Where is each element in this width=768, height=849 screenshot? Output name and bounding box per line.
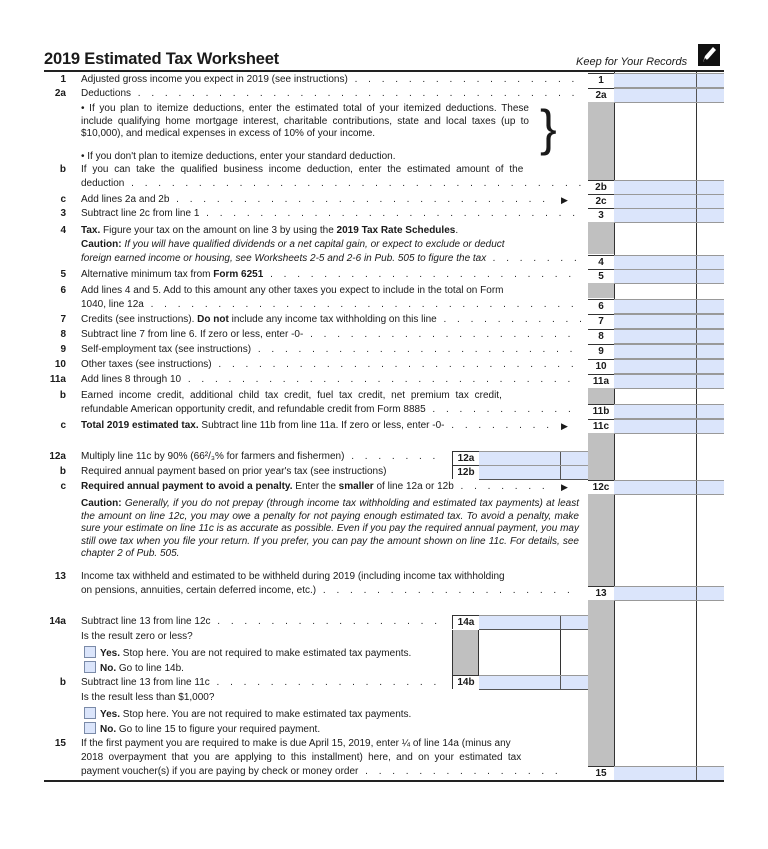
line-code: 1 [588, 73, 614, 87]
no-text: Go to line 15 to figure your required payment. [116, 724, 321, 735]
line-6-label: Add lines 4 and 5. Add to this amount any other taxes you expect to include in the total on Form [81, 285, 504, 296]
total-estimated-tax: Total 2019 estimated tax. [81, 420, 199, 431]
line-12b-label: Required annual payment based on prior year's tax (see instructions) [81, 466, 387, 477]
line-number: c [60, 194, 66, 205]
line-4-text: Figure your tax on the amount on line 3 by using the [100, 225, 337, 236]
line-14a-label: Subtract line 13 from line 12c . . . [81, 616, 447, 629]
line-2b-label-cont: deduction . . . [81, 178, 581, 191]
line-number: 8 [60, 329, 66, 340]
yes-label: Yes. [100, 709, 121, 720]
arrow-icon: ▶ [561, 482, 568, 492]
line-12c-amount-field[interactable] [614, 480, 724, 495]
line-11c-amount-field[interactable] [614, 419, 724, 434]
line-4-amount-field[interactable] [614, 255, 724, 270]
line-10-label: Other taxes (see instructions) . . . [81, 359, 581, 372]
line-number: b [59, 164, 66, 175]
line-11c-text: Subtract line 11b from line 11a. If zero or less, enter -0- [198, 420, 445, 431]
line-code: 13 [588, 586, 614, 600]
top-rule [44, 70, 724, 72]
line-4-bold: Tax. [81, 225, 101, 236]
line-number: b [59, 466, 66, 477]
shaded-cell [588, 222, 614, 254]
line-13-label-cont: on pensions, annuities, certain deferred income, etc.) . . . [81, 585, 581, 598]
line-code: 2a [588, 88, 614, 102]
line-6-label-cont: 1040, line 12a . . . [81, 299, 581, 312]
line-13-amount-field[interactable] [614, 586, 724, 601]
line-12b-amount-field[interactable] [479, 465, 588, 480]
line-4-caution [81, 239, 581, 252]
line-7-amount-field[interactable] [614, 314, 724, 329]
line-7-label [81, 314, 581, 327]
line-14b-no-option[interactable] [84, 722, 584, 737]
form-6251: Form 6251 [213, 269, 264, 280]
line-code: 12a [452, 451, 479, 465]
arrow-icon: ▶ [561, 421, 568, 431]
line-2a-standard-note: • If you don't plan to itemize deductions, enter your standard deduction. [81, 151, 396, 162]
line-code: 12c [588, 480, 614, 494]
line-2a-label: Deductions . . . [81, 88, 581, 101]
line-2c-amount-field[interactable] [614, 194, 724, 209]
no-checkbox[interactable] [84, 661, 96, 673]
line-11a-amount-field[interactable] [614, 374, 724, 389]
no-label: No. [100, 724, 117, 735]
line-number: 5 [60, 269, 66, 280]
required-payment: Required annual payment to avoid a penalty. [81, 481, 293, 492]
period: . [455, 225, 459, 236]
line-4-caution-cont: foreign earned income or housing, see Worksheets 2-5 and 2-6 in Pub. 505 to figure the tax . . . [81, 253, 581, 266]
line-code: 9 [588, 344, 614, 358]
line-code: 12b [452, 465, 479, 479]
no-text: Go to line 14b. [116, 663, 184, 674]
line-number: 15 [54, 738, 66, 749]
line-3-label: Subtract line 2c from line 1 . . . [81, 208, 581, 221]
line-8-label: Subtract line 7 from line 6. If zero or less, enter -0- . . . [81, 329, 581, 342]
line-number: 2a [54, 88, 66, 99]
yes-checkbox[interactable] [84, 646, 96, 658]
no-checkbox[interactable] [84, 722, 96, 734]
line-number: 3 [60, 208, 66, 219]
line-code: 11b [588, 404, 614, 418]
line-1-amount-field[interactable] [614, 73, 724, 88]
yes-checkbox[interactable] [84, 707, 96, 719]
line-code: 2c [588, 194, 614, 208]
line-12a-amount-field[interactable] [479, 451, 588, 466]
yes-text: Stop here. You are not required to make estimated tax payments. [120, 648, 412, 659]
line-15-amount-field[interactable] [614, 766, 724, 781]
line-15-label-cont2: payment voucher(s) if you are paying by check or money order . . . [81, 766, 561, 779]
line-11a-label: Add lines 8 through 10 . . . [81, 374, 581, 387]
line-12a-label: Multiply line 11c by 90% (66²/₃% for farmers and fishermen) . . . [81, 451, 447, 464]
line-12c-text: Enter the [292, 481, 339, 492]
line-code: 4 [588, 255, 614, 269]
line-code: 2b [588, 180, 614, 194]
line-code: 3 [588, 208, 614, 222]
line-5-text: Alternative minimum tax from [81, 269, 214, 280]
line-code: 11c [588, 419, 614, 433]
caution-label: Caution: [81, 239, 122, 250]
line-14a-yes-option[interactable] [84, 646, 584, 661]
do-not: Do not [197, 314, 229, 325]
line-11b-amount-field[interactable] [614, 404, 724, 419]
caution-label: Caution: [81, 498, 122, 509]
line-14b-amount-field[interactable] [479, 675, 588, 690]
line-12c-text2: of line 12a or 12b [373, 481, 454, 492]
line-code: 14b [452, 675, 479, 689]
pencil-icon [698, 44, 720, 66]
line-11b-label-cont: refundable American opportunity credit, and refundable credit from Form 8885 . . . [81, 404, 581, 417]
line-10-amount-field[interactable] [614, 359, 724, 374]
line-14b-question: Is the result less than $1,000? [81, 692, 215, 703]
shaded-cell [588, 102, 614, 180]
line-code: 8 [588, 329, 614, 343]
line-number: 10 [54, 359, 66, 370]
line-14a-no-option[interactable] [84, 661, 584, 676]
line-number: c [60, 481, 66, 492]
line-number: b [59, 390, 66, 401]
line-14b-label: Subtract line 13 from line 11c . . . [81, 677, 447, 690]
line-1-label: Adjusted gross income you expect in 2019 (see instructions) . . . [81, 74, 581, 87]
caution-text: If you will have qualified dividends or a net capital gain, or expect to exclude or deduct [121, 239, 505, 250]
line-15-label: If the first payment you are required to make is due April 15, 2019, enter ¼ of line 14a (minus any [81, 738, 511, 749]
line-8-amount-field[interactable] [614, 329, 724, 344]
shaded-cell [588, 600, 614, 766]
line-number: 13 [54, 571, 66, 582]
line-code: 6 [588, 299, 614, 313]
smaller: smaller [338, 481, 374, 492]
line-9-label: Self-employment tax (see instructions) . . . [81, 344, 581, 357]
line-11b-label: Earned income credit, additional child tax credit, fuel tax credit, net premium tax credit, [81, 390, 502, 401]
line-code: 5 [588, 269, 614, 283]
shaded-cell [588, 494, 614, 586]
line-number: c [60, 420, 66, 431]
line-14a-amount-field[interactable] [479, 615, 588, 630]
line-15-label-cont: 2018 overpayment that you are applying to this installment) here, and on your estimated tax [81, 752, 522, 763]
line-number: 1 [60, 74, 66, 85]
line-2b-label: If you can take the qualified business income deduction, enter the estimated amount of the [81, 164, 524, 175]
yes-text: Stop here. You are not required to make estimated tax payments. [120, 709, 412, 720]
line-12c-label [81, 481, 551, 494]
line-code: 7 [588, 314, 614, 328]
shaded-cell [588, 433, 614, 480]
no-label: No. [100, 663, 117, 674]
line-9-amount-field[interactable] [614, 344, 724, 359]
line-number: b [59, 677, 66, 688]
line-number: 12a [49, 451, 66, 462]
arrow-icon: ▶ [561, 195, 568, 205]
line-number: 14a [49, 616, 66, 627]
line-7-text: Credits (see instructions). [81, 314, 198, 325]
line-number: 9 [60, 344, 66, 355]
page-title: 2019 Estimated Tax Worksheet [44, 50, 279, 68]
line-6-amount-field[interactable] [614, 299, 724, 314]
shaded-cell [588, 282, 614, 298]
line-number: 4 [60, 225, 66, 236]
bottom-rule [44, 780, 724, 782]
line-code: 14a [452, 615, 479, 629]
shaded-cell [588, 388, 614, 404]
caution-text: Generally, if you do not prepay (through income tax withholding and estimated tax payments) at least the amount on line 12c, you may owe a penalty for not paying enough estimated tax. To avoid a penalty, make sure your estimate on line 11c is as accurate as possible. Even if you pay the required annual payment, you may still owe tax when you file your return. If you prefer, you can pay the amount shown on line 11c. For details, see chapter 2 of Pub. 505. [81, 498, 579, 559]
line-2b-amount-field[interactable] [614, 180, 724, 195]
line-code: 10 [588, 359, 614, 373]
penalty-caution [81, 498, 579, 561]
line-5-amount-field[interactable] [614, 269, 724, 284]
keep-for-records-note: Keep for Your Records [576, 56, 688, 68]
line-14b-yes-option[interactable] [84, 707, 584, 722]
line-2a-amount-field[interactable] [614, 88, 724, 103]
yes-label: Yes. [100, 648, 121, 659]
line-code: 11a [588, 374, 614, 388]
line-number: 11a [49, 374, 66, 385]
line-5-label [81, 269, 581, 282]
line-number: 7 [60, 314, 66, 325]
line-4-label [81, 225, 581, 238]
brace: } [540, 100, 557, 156]
tax-rate-schedules: 2019 Tax Rate Schedules [336, 225, 456, 236]
line-11c-label [81, 420, 551, 433]
line-3-amount-field[interactable] [614, 208, 724, 223]
line-14a-question: Is the result zero or less? [81, 631, 193, 642]
line-2c-label: Add lines 2a and 2b . . . [81, 194, 551, 207]
line-2a-itemize-note: • If you plan to itemize deductions, enter the estimated total of your itemized deductions. These include qualifying home mortgage interest, charitable contributions, state and local taxes (up to $10,000), and medical expenses in excess of 10% of your income. [81, 103, 529, 139]
line-13-label: Income tax withheld and estimated to be withheld during 2019 (including income tax withholding [81, 571, 505, 582]
line-code: 15 [588, 766, 614, 780]
line-number: 6 [60, 285, 66, 296]
line-7-text2: include any income tax withholding on this line [228, 314, 437, 325]
